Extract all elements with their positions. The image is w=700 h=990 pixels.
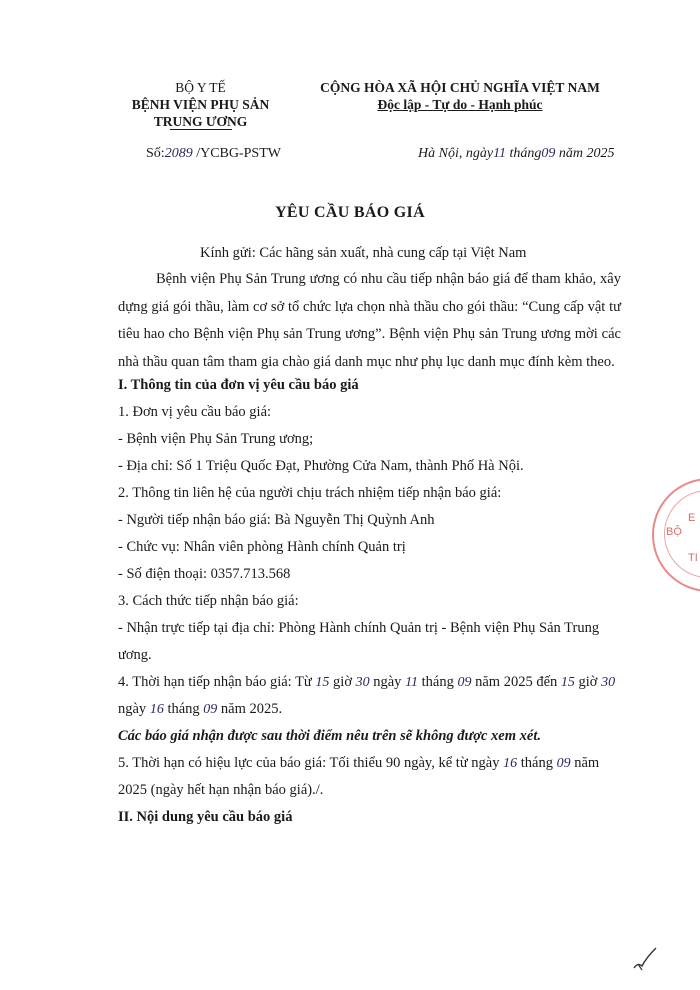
item-4-line2 xyxy=(118,701,282,718)
national-motto: Độc lập - Tự do - Hạnh phúc xyxy=(377,97,543,112)
handwritten-initial-mark xyxy=(632,944,662,974)
handwritten-day-to: 16 xyxy=(149,702,164,717)
handwritten-hour-from: 15 xyxy=(315,675,330,690)
item-4-text: ngày xyxy=(369,674,406,690)
hospital-name-line1: BỆNH VIỆN PHỤ SẢN xyxy=(131,97,270,112)
ministry-name: BỘ Y TẾ xyxy=(175,80,226,95)
item-2-contact-person: - Người tiếp nhận báo giá: Bà Nguyễn Thị Quỳnh Anh xyxy=(118,512,435,528)
item-4-text: 4. Thời hạn tiếp nhận báo giá: Từ xyxy=(118,674,316,690)
item-4-text: năm 2025. xyxy=(217,701,283,717)
item-3-method-line2: ương. xyxy=(118,647,152,663)
official-stamp xyxy=(652,478,700,592)
hospital-name-line2: TRUNG ƯƠNG xyxy=(153,114,248,129)
section-1-heading: I. Thông tin của đơn vị yêu cầu báo giá xyxy=(118,377,359,393)
reference-suffix: /YCBG-PSTW xyxy=(196,146,281,161)
item-3-heading: 3. Cách thức tiếp nhận báo giá: xyxy=(118,593,299,609)
item-5-text: năm xyxy=(570,755,600,771)
issuer-block xyxy=(128,79,273,130)
country-name: CỘNG HÒA XÃ HỘI CHỦ NGHĨA VIỆT NAM xyxy=(320,80,600,95)
section-2-heading: II. Nội dung yêu cầu báo giá xyxy=(118,809,293,825)
item-3-method-line1: - Nhận trực tiếp tại địa chỉ: Phòng Hành chính Quản trị - Bệnh viện Phụ Sản Trung xyxy=(118,620,600,636)
intro-paragraph: Bệnh viện Phụ Sản Trung ương có nhu cầu tiếp nhận báo giá để tham khảo, xây dựng giá gói thầu, làm cơ sở tổ chức lựa chọn nhà thầu cho gói thầu: “Cung cấp vật tư tiêu hao cho Bệnh viện Phụ sản Trung ương”. Bệnh viện Phụ sản Trung ương mời các nhà thầu quan tâm tham gia chào giá danh mục như phụ lục danh mục đính kèm theo. xyxy=(118,271,621,370)
handwritten-minute-from: 30 xyxy=(355,675,370,690)
handwritten-validity-month: 09 xyxy=(556,756,571,771)
item-1-address: - Địa chỉ: Số 1 Triệu Quốc Đạt, Phường Cửa Nam, thành Phố Hà Nội. xyxy=(118,458,524,474)
item-2-heading: 2. Thông tin liên hệ của người chịu trách nhiệm tiếp nhận báo giá: xyxy=(118,485,502,501)
item-4-text: giờ xyxy=(329,674,356,690)
handwritten-validity-day: 16 xyxy=(503,756,518,771)
stamp-text-fragment: E xyxy=(688,512,696,524)
handwritten-month-from: 09 xyxy=(457,675,472,690)
recipient-line: Kính gửi: Các hãng sản xuất, nhà cung cấp tại Việt Nam xyxy=(200,245,527,261)
reference-prefix: Số: xyxy=(146,146,165,161)
item-5-text: tháng xyxy=(517,755,557,771)
item-1-heading: 1. Đơn vị yêu cầu báo giá: xyxy=(118,404,272,420)
item-4-line1 xyxy=(118,674,615,691)
item-5-line2: 2025 (ngày hết hạn nhận báo giá)./. xyxy=(118,782,324,798)
handwritten-minute-to: 30 xyxy=(601,675,616,690)
stamp-text-fragment: BỘ xyxy=(666,526,682,538)
item-2-phone: - Số điện thoại: 0357.713.568 xyxy=(118,566,291,582)
item-4-text: tháng xyxy=(418,674,458,690)
item-4-text: giờ xyxy=(574,674,602,690)
handwritten-day-from: 11 xyxy=(405,675,419,690)
item-2-position: - Chức vụ: Nhân viên phòng Hành chính Quản trị xyxy=(118,539,406,555)
date-day-handwritten: 11 xyxy=(493,146,507,161)
issuer-underline xyxy=(170,129,232,130)
handwritten-month-to: 09 xyxy=(203,702,218,717)
date-year: năm 2025 xyxy=(558,146,615,161)
item-5-line1 xyxy=(118,755,599,772)
item-4-text: ngày xyxy=(118,701,150,717)
item-4-text: tháng xyxy=(163,701,204,717)
late-submission-note: Các báo giá nhận được sau thời điểm nêu trên sẽ không được xem xét. xyxy=(118,728,541,744)
date-place: Hà Nội, ngày xyxy=(418,146,494,161)
item-1-unit: - Bệnh viện Phụ Sản Trung ương; xyxy=(118,431,314,447)
item-4-text: năm 2025 đến xyxy=(471,674,561,690)
date-month-handwritten: 09 xyxy=(541,146,556,161)
date-line xyxy=(418,146,615,162)
date-month-label: tháng xyxy=(509,146,542,161)
handwritten-hour-to: 15 xyxy=(560,675,575,690)
reference-number xyxy=(146,146,281,162)
stamp-text-fragment: TI xyxy=(688,552,698,564)
reference-handwritten-number: 2089 xyxy=(164,146,193,161)
document-title: YÊU CẦU BÁO GIÁ xyxy=(275,204,425,221)
national-header xyxy=(300,79,620,113)
item-5-text: 5. Thời hạn có hiệu lực của báo giá: Tối thiểu 90 ngày, kể từ ngày xyxy=(118,755,504,771)
